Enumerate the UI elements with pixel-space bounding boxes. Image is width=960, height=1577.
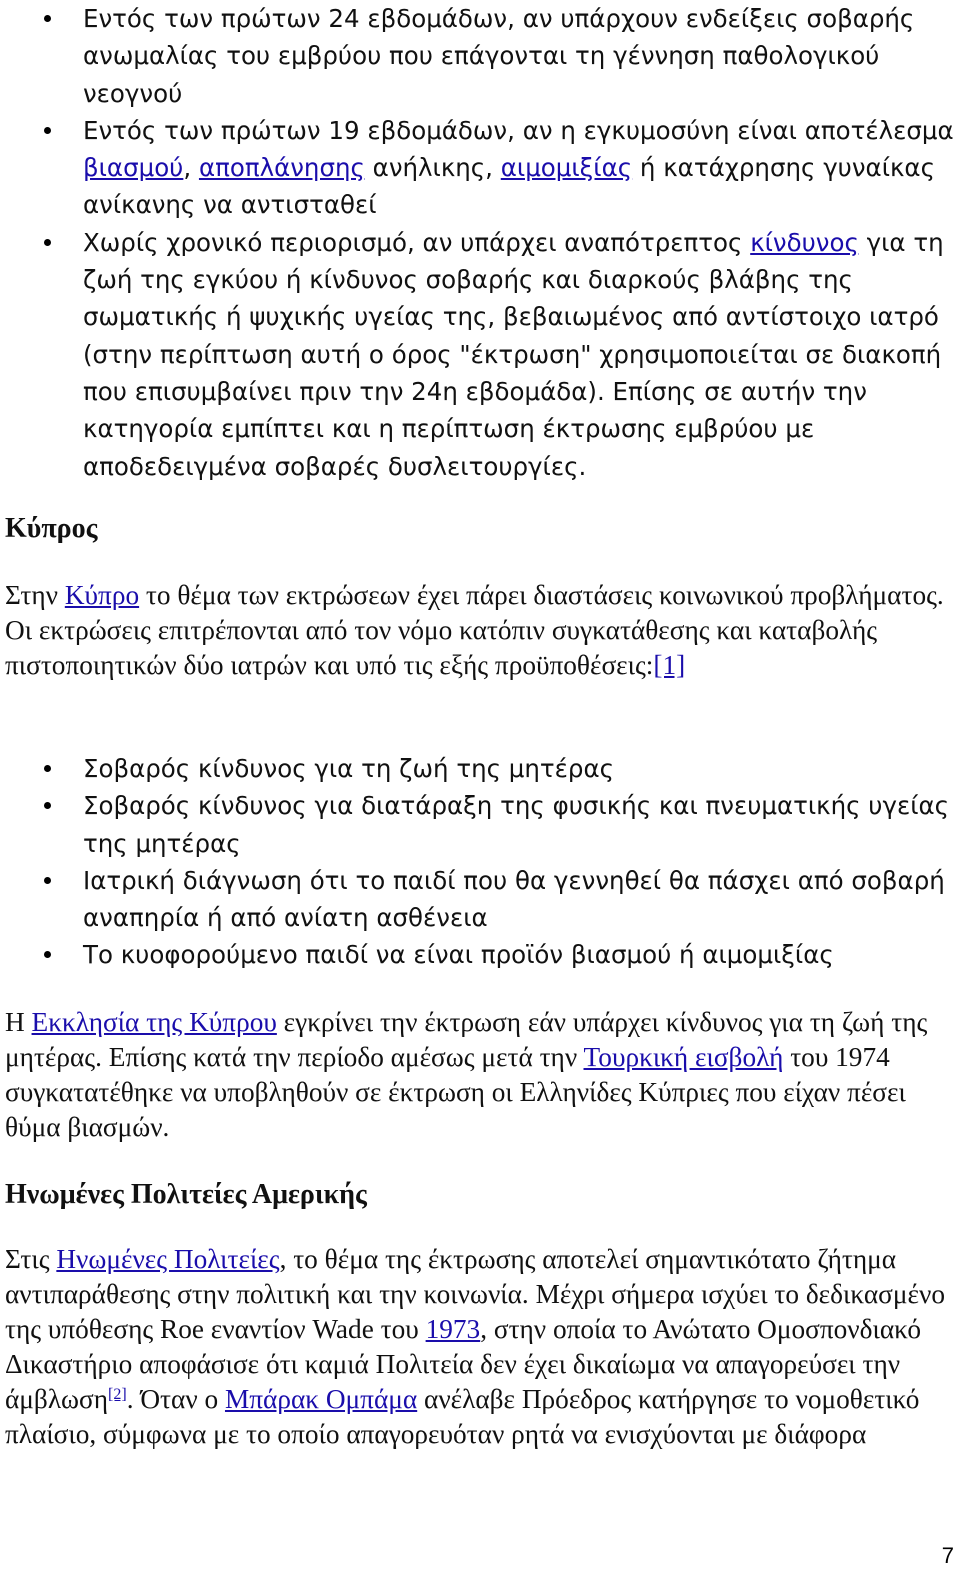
text-run: Στις [5, 1244, 57, 1274]
link-βιασμού[interactable]: βιασμού [83, 153, 184, 183]
text-run: Σοβαρός κίνδυνος για διατάραξη της φυσικής και πνευματικής υγείας της μητέρας [83, 791, 950, 858]
link-κύπρο[interactable]: Κύπρο [64, 580, 140, 610]
text-run: του 1974 συγκατατέθηκε να υποβληθούν σε έκτρωση οι Ελληνίδες Κύπριες που είχαν πέσει θύμα βιασμών. [5, 1042, 906, 1142]
link-1[interactable]: [1] [653, 650, 686, 680]
list-item [0, 936, 960, 973]
text-run: Εντός των πρώτων 19 εβδομάδων, αν η εγκυμοσύνη είναι αποτέλεσμα [83, 115, 954, 145]
abortion-conditions-list [0, 0, 960, 485]
link-1973[interactable]: 1973 [425, 1314, 481, 1344]
paragraph-cyprus [5, 578, 955, 683]
text-run: Ιατρική διάγνωση ότι το παιδί που θα γεννηθεί θα πάσχει από σοβαρή αναπηρία ή από ανίατη ασθένεια [83, 865, 945, 933]
link-2[interactable]: [2] [108, 1386, 127, 1403]
list-item [0, 0, 960, 112]
link-αποπλάνησης[interactable]: αποπλάνησης [198, 153, 365, 183]
link-αιμομιξίας[interactable]: αιμομιξίας [500, 153, 633, 183]
cyprus-conditions-list [0, 750, 960, 974]
text-run: , στην οποία το Ανώτατο Ομοσπονδιακό Δικαστήριο αποφάσισε ότι καμιά Πολιτεία δεν έχει δικαίωμα να απαγορεύσει την άμβλωση [5, 1314, 921, 1414]
text-run: ανέλαβε Πρόεδρος κατήργησε το νομοθετικό πλαίσιο, σύμφωνα με το οποίο απαγορευόταν ρητά να ενισχύονται με διάφορα [5, 1384, 920, 1449]
text-run: το θέμα των εκτρώσεων έχει πάρει διαστάσεις κοινωνικού προβλήματος. Οι εκτρώσεις επιτρέπονται από τον νόμο κατόπιν συγκατάθεσης και καταβολής πιστοποιητικών δύο ιατρών και υπό τις εξής προϋποθέσεις: [5, 580, 944, 680]
list-item [0, 224, 960, 485]
link-μπάρακ-ομπάμα[interactable]: Μπάρακ Ομπάμα [224, 1384, 418, 1414]
heading-cyprus: Κύπρος [5, 513, 98, 544]
list-item [0, 750, 960, 787]
heading-usa: Ηνωμένες Πολιτείες Αμερικής [5, 1179, 367, 1210]
text-run: , [183, 153, 199, 183]
text-run: Το κυοφορούμενο παιδί να είναι προϊόν βιασμού ή αιμομιξίας [83, 940, 834, 970]
text-run: για τη ζωή της εγκύου ή κίνδυνος σοβαρής και διαρκούς βλάβης της σωματικής ή ψυχικής υγείας της, βεβαιωμένος από αντίστοιχο ιατρό (στην περίπτωση αυτή ο όρος "έκτρωση" χρησιμοποιείται σε διακοπή που επισυμβαίνει πριν την 24η εβδομάδα). Επίσης σε αυτήν την κατηγορία εμπίπτει και η περίπτωση έκτρωσης εμβρύου με αποδεδειγμένα σοβαρές δυσλειτουργίες. [83, 227, 944, 481]
link-ηνωμένες-πολιτείες[interactable]: Ηνωμένες Πολιτείες [56, 1244, 280, 1274]
text-run: Η [5, 1007, 32, 1037]
link-εκκλησία-της-κύπρου[interactable]: Εκκλησία της Κύπρου [31, 1007, 277, 1037]
text-run: Χωρίς χρονικό περιορισμό, αν υπάρχει αναπότρεπτος [83, 227, 751, 257]
paragraph-church-of-cyprus [5, 1005, 955, 1145]
list-item [0, 787, 960, 862]
link-κίνδυνος[interactable]: κίνδυνος [750, 227, 859, 257]
text-run: Στην [5, 580, 65, 610]
text-run: Σοβαρός κίνδυνος για τη ζωή της μητέρας [83, 754, 614, 783]
text-run: ανήλικης, [364, 153, 501, 183]
text-run: . Όταν ο [126, 1384, 225, 1414]
reference-superscript [108, 1386, 127, 1403]
text-run: εγκρίνει την έκτρωση εάν υπάρχει κίνδυνος για τη ζωή της μητέρας. Επίσης κατά την περίοδο αμέσως μετά την [5, 1007, 928, 1072]
list-item [0, 862, 960, 937]
list-item [0, 112, 960, 224]
paragraph-usa [5, 1242, 955, 1452]
text-run: Εντός των πρώτων 24 εβδομάδων, αν υπάρχουν ενδείξεις σοβαρής ανωμαλίας του εμβρύου που επάγονται τη γέννηση παθολογικού νεογνού [83, 4, 915, 108]
text-run: ή κατάχρησης γυναίκας ανίκανης να αντισταθεί [83, 153, 935, 220]
link-τουρκική-εισβολή[interactable]: Τουρκική εισβολή [583, 1042, 784, 1072]
text-run: , το θέμα της έκτρωσης αποτελεί σημαντικότατο ζήτημα αντιπαράθεσης στην πολιτική και την κοινωνία. Μέχρι σήμερα ισχύει το δεδικασμένο της υπόθεσης Roe εναντίον Wade του [5, 1244, 945, 1344]
page-number: 7 [941, 1543, 954, 1568]
